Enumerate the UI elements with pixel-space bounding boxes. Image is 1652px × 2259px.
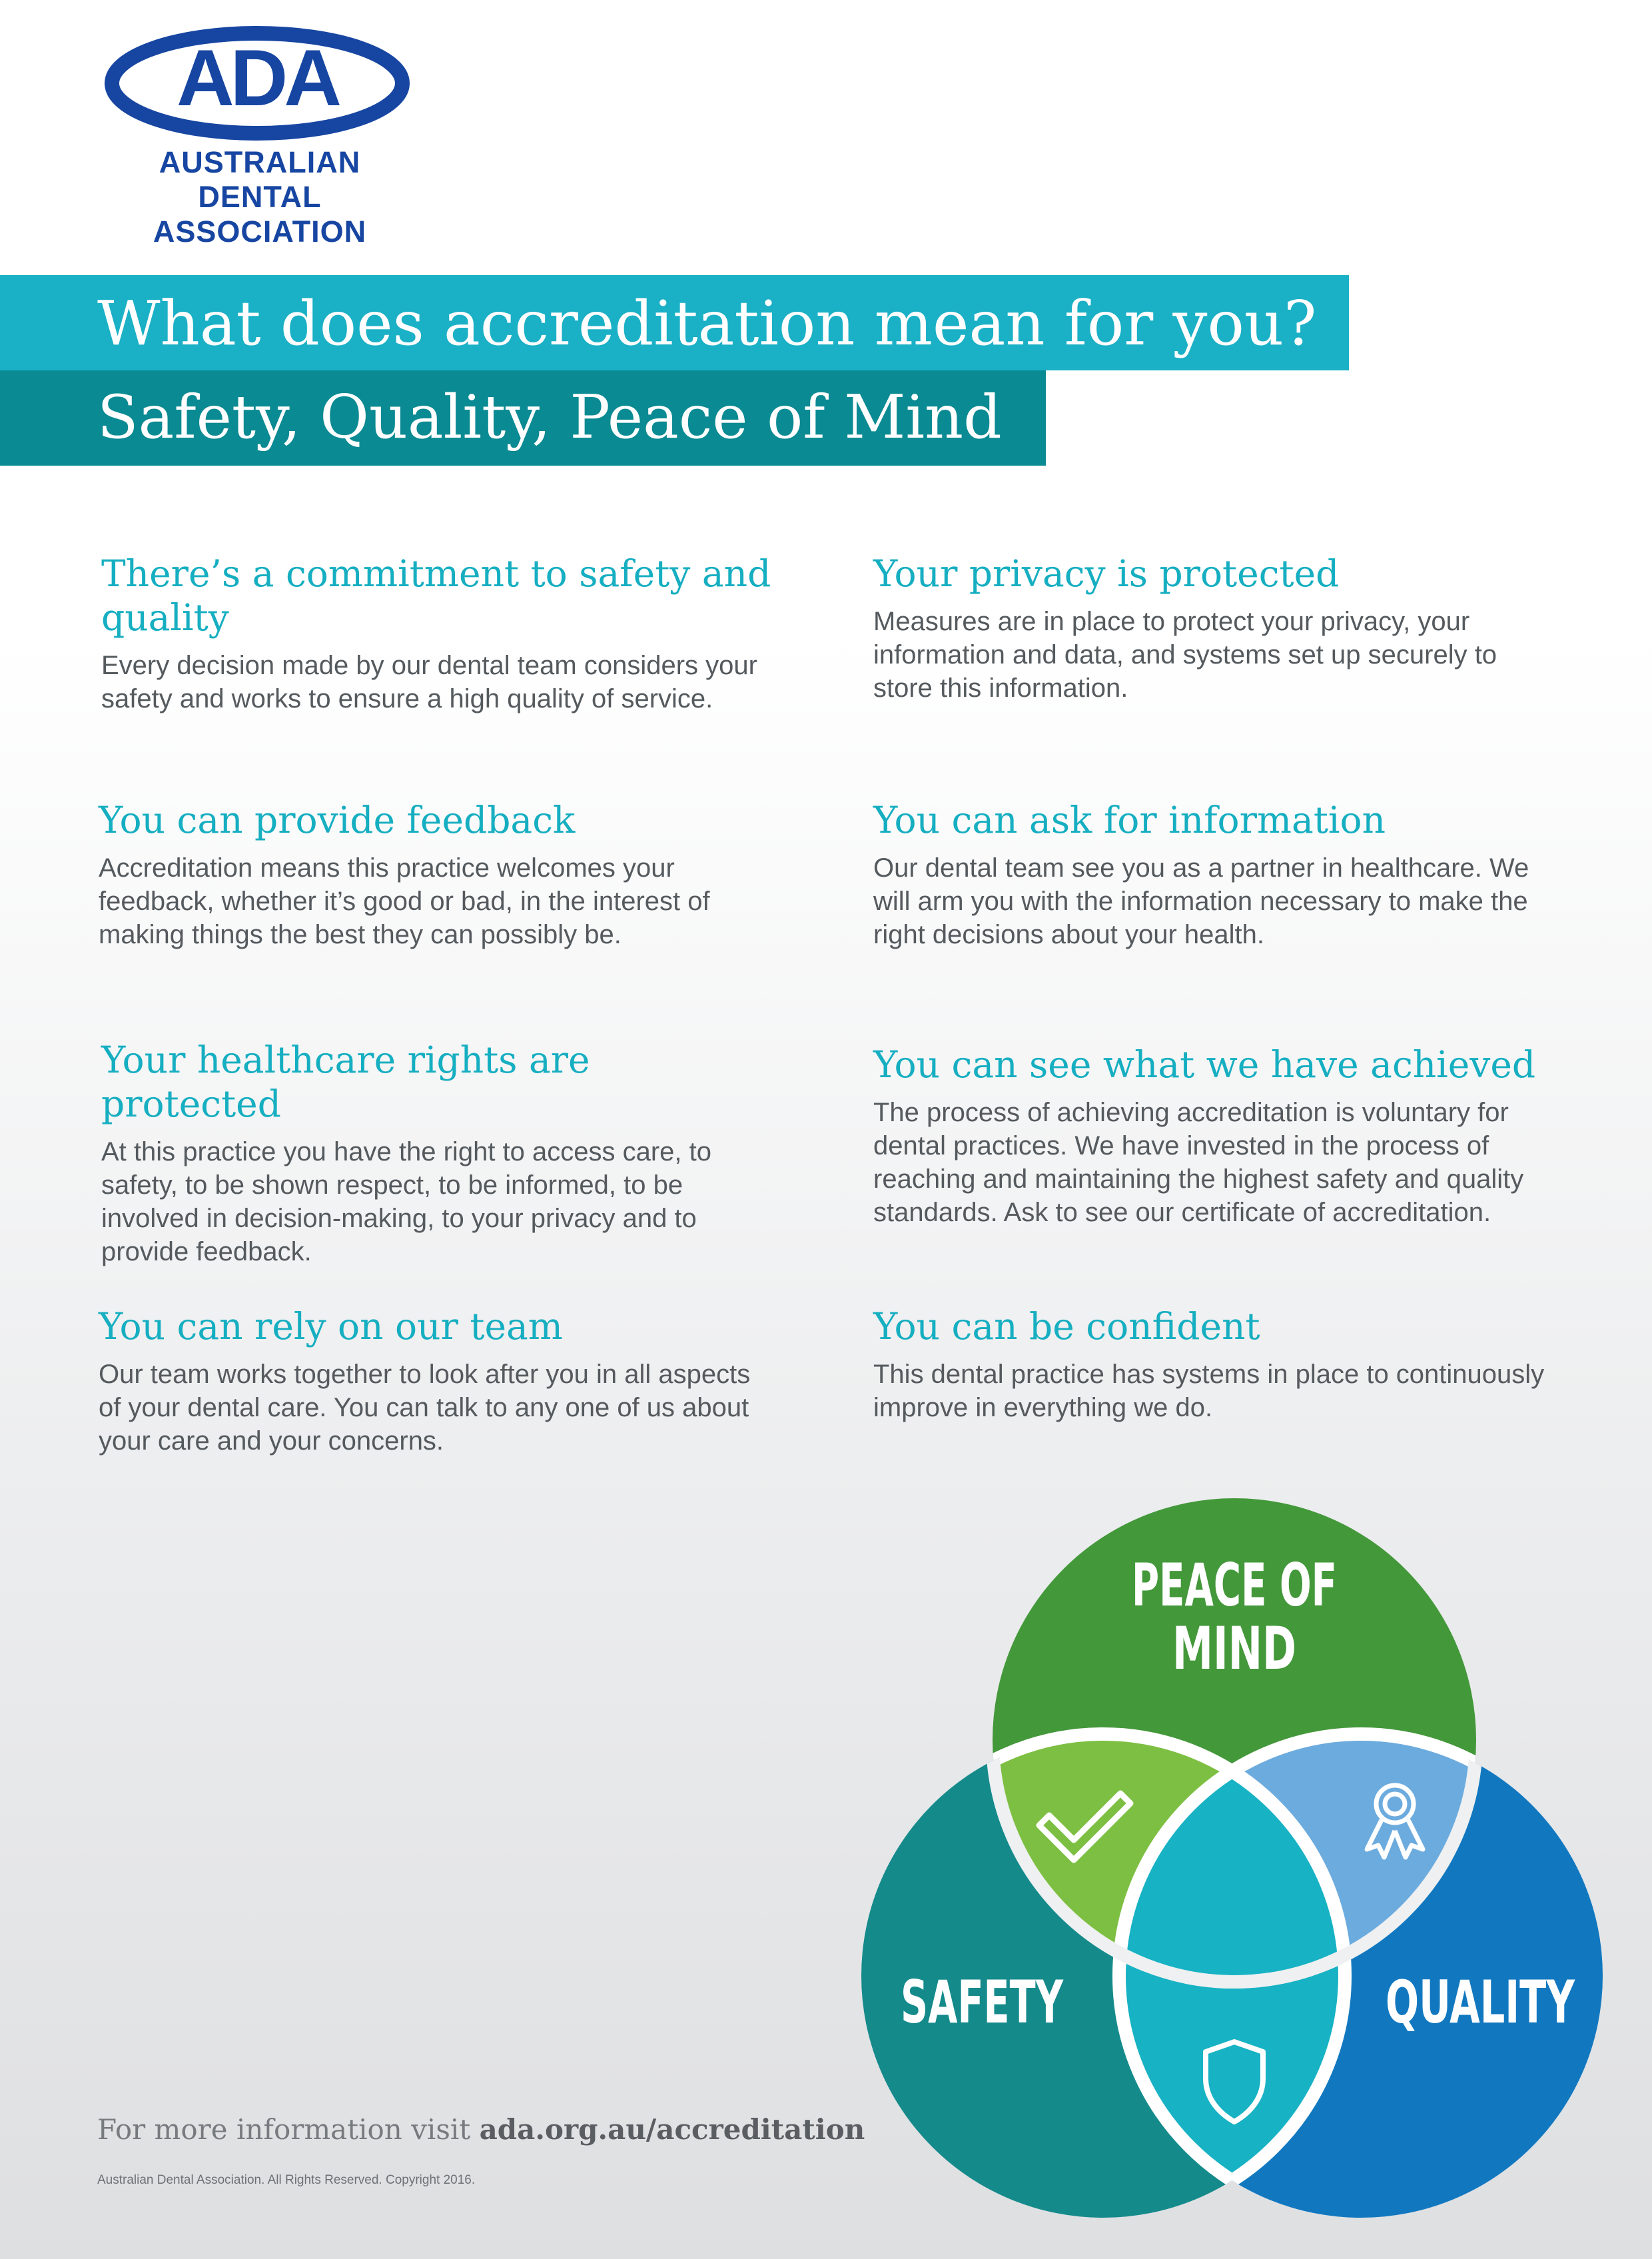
section-body: This dental practice has systems in place to continuously improve in everything we do. [873, 1360, 1545, 1422]
section-heading: Your healthcare rights are protected [101, 1039, 590, 1125]
footer-visit [97, 2113, 865, 2146]
page-subtitle: Safety, Quality, Peace of Mind [97, 382, 1002, 452]
ada-logo [100, 27, 420, 248]
ada-oval-logo-icon [100, 27, 420, 147]
section-heading: You can be confident [873, 1305, 1260, 1348]
section-heading: You can see what we have achieved [873, 1043, 1536, 1086]
section-body: At this practice you have the right to access care, to safety, to be shown respect, to be informed, to be involved in decision-making, to your privacy and to provide feedback. [101, 1137, 712, 1266]
section-body: Our team works together to look after you in all aspects of your dental care. You can talk to any one of us about your care and your concerns. [99, 1360, 751, 1456]
section-safety-commitment [101, 552, 781, 715]
peace-label-2: MIND [1172, 1614, 1296, 1683]
section-body: Measures are in place to protect your privacy, your information and data, and systems set up securely to store this information. [873, 607, 1497, 703]
page-title: What does accreditation mean for you? [97, 288, 1317, 359]
footer-visit-prefix: For more information visit [97, 2113, 480, 2146]
section-body: Accreditation means this practice welcomes your feedback, whether it’s good or bad, in the interest of making things the best they can possibly be. [99, 853, 710, 949]
section-privacy [873, 552, 1553, 705]
section-body: Our dental team see you as a partner in healthcare. We will arm you with the information necessary to make the right decisions about your health. [873, 853, 1529, 949]
section-body: Every decision made by our dental team considers your safety and works to ensure a high quality of service. [101, 651, 757, 713]
section-rights [101, 1038, 781, 1268]
title-bar [0, 275, 1349, 370]
section-heading: You can rely on our team [99, 1305, 563, 1348]
section-heading: Your privacy is protected [873, 552, 1340, 595]
section-feedback [99, 798, 778, 951]
section-information [873, 798, 1553, 951]
section-heading: You can ask for information [873, 799, 1386, 841]
section-heading: You can provide feedback [99, 799, 576, 841]
safety-label: SAFETY [901, 1968, 1064, 2036]
section-heading: There’s a commitment to safety and quality [101, 552, 771, 639]
logo-line-1: AUSTRALIAN DENTAL [159, 145, 361, 214]
section-body: The process of achieving accreditation is voluntary for dental practices. We have invested in the process of reaching and maintaining the highest safety and quality standards. Ask to see our certificate of accreditation. [873, 1098, 1524, 1227]
section-team [99, 1304, 778, 1458]
logo-mark: ADA [177, 33, 338, 123]
peace-label-1: PEACE OF [1132, 1551, 1337, 1619]
logo-line-2: ASSOCIATION [153, 215, 367, 248]
section-achieved [873, 1043, 1553, 1229]
section-confident [873, 1304, 1553, 1424]
copyright: Australian Dental Association. All Rights Reserved. Copyright 2016. [97, 2173, 476, 2187]
subtitle-bar [0, 370, 1046, 466]
venn-diagram [859, 1506, 1625, 2258]
footer-link[interactable]: ada.org.au/accreditation [479, 2113, 865, 2146]
quality-label: QUALITY [1386, 1968, 1575, 2036]
